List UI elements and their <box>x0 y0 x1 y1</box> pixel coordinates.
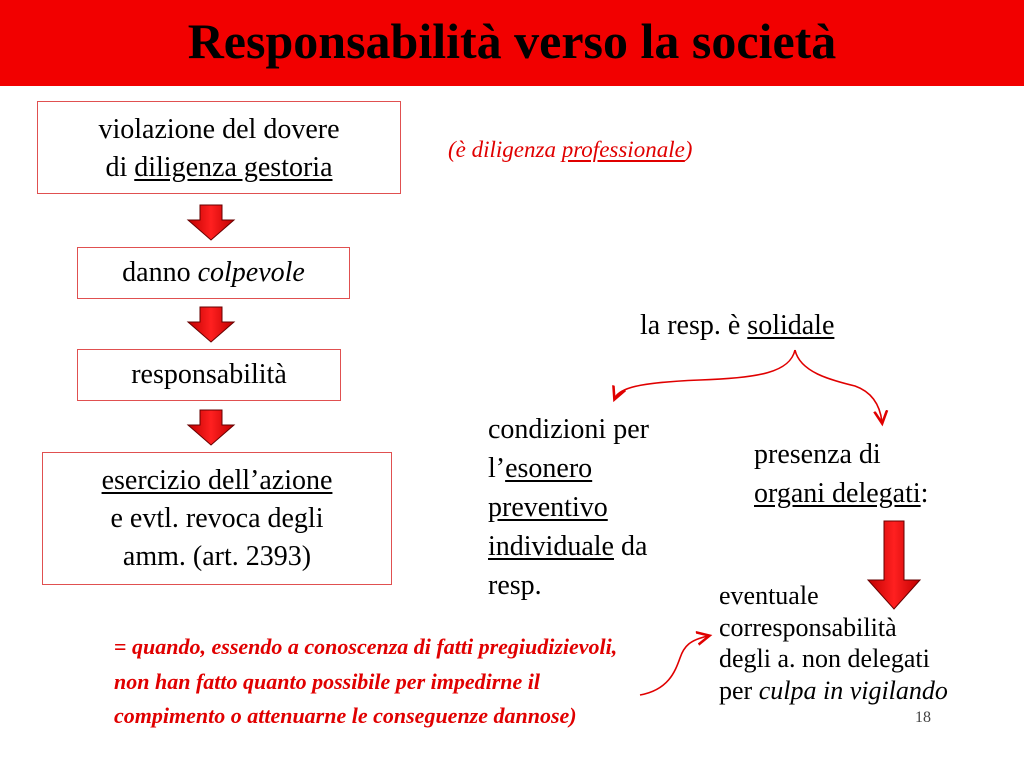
corresp-line3: degli a. non delegati <box>719 644 930 673</box>
box-responsabilita <box>77 349 341 401</box>
esercizio-line2: e evtl. revoca degli <box>110 503 324 534</box>
colpevole-text: colpevole <box>197 257 305 288</box>
box-esercizio <box>42 452 392 585</box>
diligenza-gestoria-text: diligenza gestoria <box>134 152 333 183</box>
box-danno <box>77 247 350 299</box>
condizioni-line1: condizioni per <box>488 414 649 445</box>
box-violazione-line2 <box>38 149 400 187</box>
corresp-line2: corresponsabilità <box>719 612 897 642</box>
down-arrow-icon <box>188 205 234 240</box>
box-violazione-line1: violazione del dovere <box>98 114 340 145</box>
branch-right-arrow-icon <box>795 350 882 422</box>
footnote-link-arrow-icon <box>640 636 708 695</box>
individuale-text: individuale <box>488 531 614 562</box>
resp-prefix: la resp. è <box>640 310 748 341</box>
corresp-line4 <box>719 675 948 707</box>
esercizio-azione-text: esercizio dell’azione <box>101 465 333 496</box>
box-violazione <box>37 101 401 194</box>
condizioni-line2 <box>488 449 728 488</box>
condizioni-line4 <box>488 527 728 566</box>
organi-delegati-line <box>754 474 928 513</box>
footnote-text: quando, essendo a conoscenza di fatti pregiudizievoli, non han fatto quanto possibile per impedirne il compimento o attenuarne le conseguenze dannose) <box>114 634 618 728</box>
box-violazione-prefix: di <box>105 152 135 183</box>
corresp-line1: eventuale <box>719 581 819 610</box>
note-open: (è diligenza <box>448 137 562 162</box>
condizioni-line5: resp. <box>488 570 542 601</box>
note-close: ) <box>684 137 693 162</box>
preventivo-text: preventivo <box>488 492 608 523</box>
organi-delegati-text: organi delegati <box>754 478 921 509</box>
responsabilita-text: responsabilità <box>131 359 287 390</box>
note-professionale: professionale <box>561 137 685 162</box>
condizioni-l-prefix: l’ <box>488 453 506 484</box>
solidale-text: solidale <box>747 310 835 341</box>
footnote-equals: = <box>114 634 133 659</box>
colon-text: : <box>920 478 929 509</box>
condizioni-esonero <box>488 410 728 605</box>
presenza-di-text: presenza di <box>754 439 881 470</box>
resp-solidale <box>640 306 834 345</box>
culpa-in-vigilando-text: culpa in vigilando <box>758 675 948 705</box>
da-text: da <box>613 531 648 562</box>
down-arrow-icon <box>188 307 234 342</box>
slide-title: Responsabilità verso la società <box>187 13 837 69</box>
esercizio-line3: amm. (art. 2393) <box>122 541 312 572</box>
branch-left-arrow-icon <box>615 350 795 398</box>
corresponsabilita-block <box>719 580 948 706</box>
down-arrow-icon <box>188 410 234 445</box>
esonero-text: esonero <box>505 453 593 484</box>
title-banner <box>0 0 1024 86</box>
danno-text: danno <box>122 257 198 288</box>
page-number: 18 <box>915 709 931 726</box>
per-text: per <box>719 675 759 705</box>
diligenza-professionale-note <box>448 135 692 165</box>
footnote-quando <box>114 630 634 734</box>
organi-delegati <box>754 435 928 513</box>
